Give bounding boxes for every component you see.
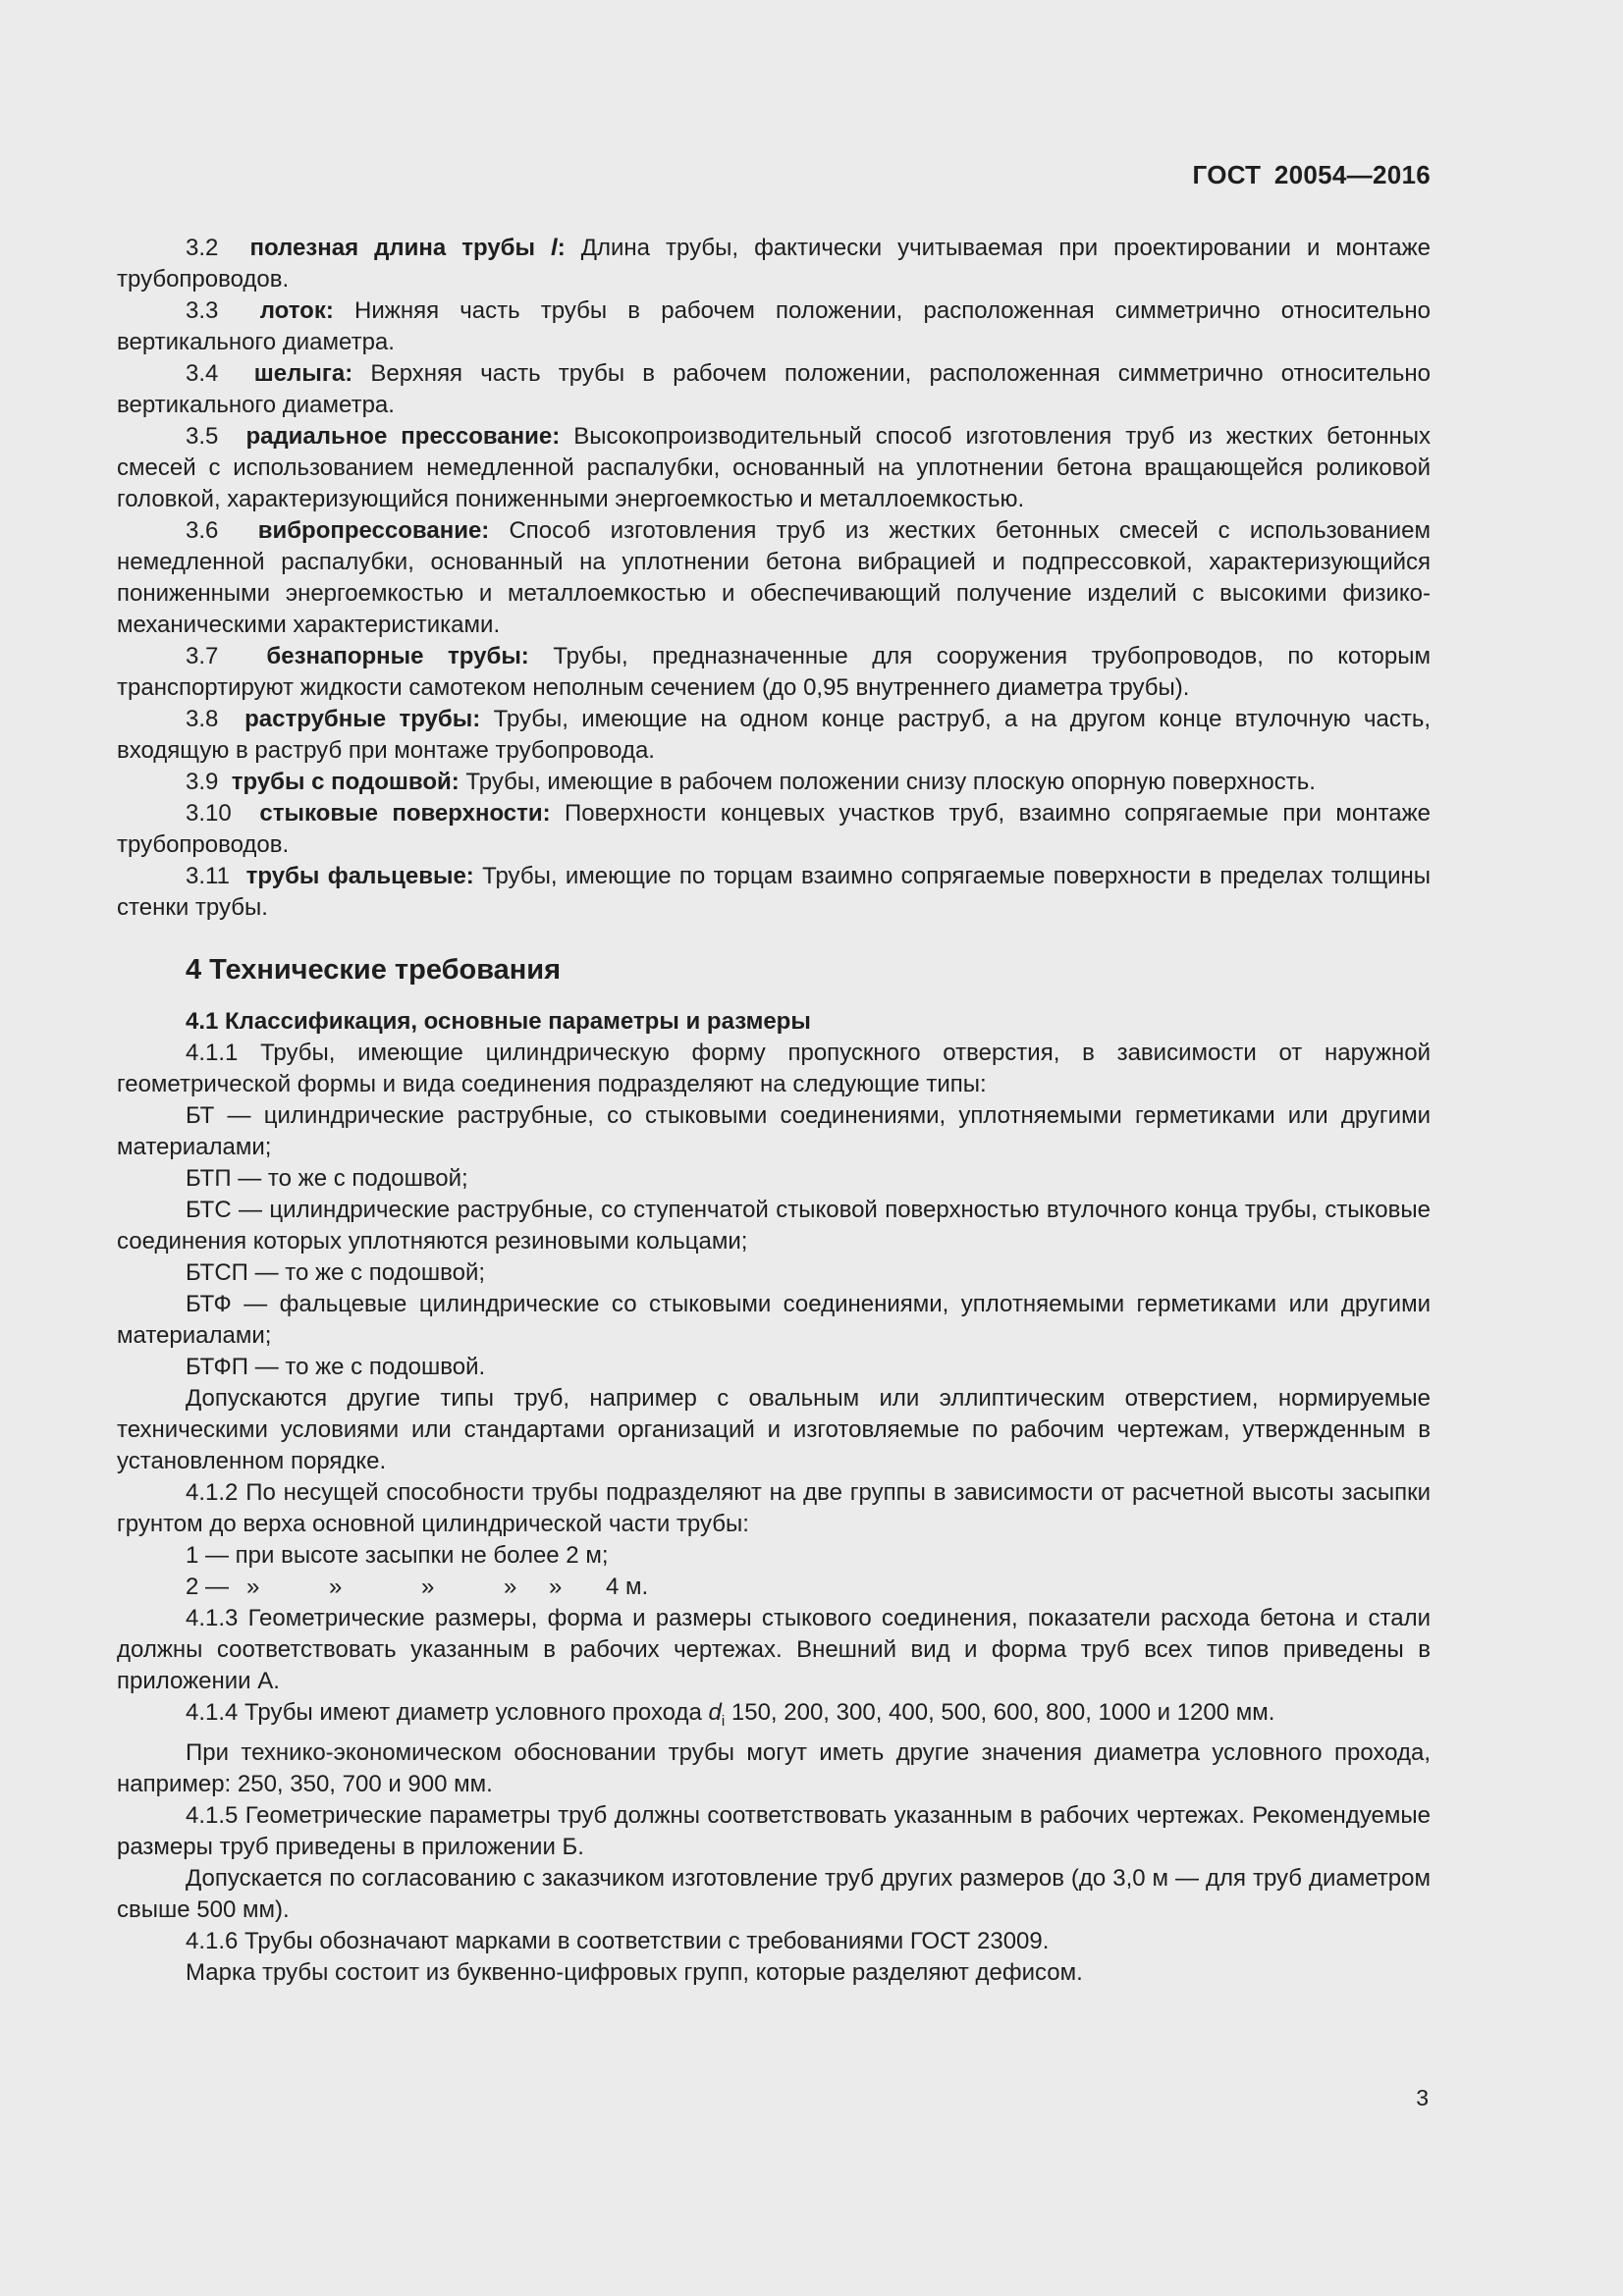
- definition-term: стыковые поверхности:: [259, 800, 551, 827]
- paragraph-4-1-4: 4.1.4 Трубы имеют диаметр условного прохода $d_i$ 150, 200, 300, 400, 500, 600, 800, 1000 и 1200 мм.: [186, 1699, 1275, 1730]
- definition-3-4: 3.4 шелыга: Верхняя часть трубы в рабочем положении, расположенная симметрично относительно вертикального диаметра.: [117, 360, 1431, 418]
- page-content: [117, 233, 1431, 1989]
- definition-3-3: 3.3 лоток: Нижняя часть трубы в рабочем положении, расположенная симметрично относительно вертикального диаметра.: [117, 297, 1431, 355]
- paragraph-4-1-6: 4.1.6 Трубы обозначают марками в соответствии с требованиями ГОСТ 23009.: [186, 1927, 1050, 1954]
- definition-3-9: 3.9 трубы с подошвой: Трубы, имеющие в рабочем положении снизу плоскую опорную поверхность.: [186, 769, 1316, 795]
- paragraph-4-1-5-note: Допускается по согласованию с заказчиком изготовление труб других размеров (до 3,0 м — для труб диаметром свыше 500 мм).: [117, 1864, 1431, 1923]
- load-group-2: 2 — » » » » » 4 м.: [186, 1574, 649, 1600]
- definition-3-11: 3.11 трубы фальцевые: Трубы, имеющие по торцам взаимно сопрягаемые поверхности в пределах толщины стенки трубы.: [117, 863, 1432, 921]
- paragraph-4-1-6-note: Марка трубы состоит из буквенно-цифровых групп, которые разделяют дефисом.: [186, 1958, 1083, 1986]
- pipe-type-btf: БТФ — фальцевые цилиндрические со стыковыми соединениями, уплотняемыми герметиками или другими материалами;: [117, 1291, 1431, 1349]
- definition-term: трубы фальцевые:: [245, 863, 474, 889]
- page-number: 3: [1416, 2085, 1429, 2110]
- paragraph-4-1-1: 4.1.1 Трубы, имеющие цилиндрическую форму пропускного отверстия, в зависимости от наружной геометрической формы и вида соединения подразделяют на следующие типы:: [117, 1040, 1431, 1097]
- definition-3-6: 3.6 вибропрессование: Способ изготовления труб из жестких бетонных смесей с использованием немедленной распалубки, основанный на уплотнении бетона вибрацией и подпрессовкой, характеризующийся пониженными энергоемкостью и металлоемкостью и обеспечивающий получение изделий с высокими физико-механическими характеристиками.: [117, 517, 1431, 638]
- pipe-type-bt: БТ — цилиндрические раструбные, со стыковыми соединениями, уплотняемыми герметиками или другими материалами;: [117, 1102, 1431, 1160]
- paragraph-4-1-4-note: При технико-экономическом обосновании трубы могут иметь другие значения диаметра условного прохода, например: 250, 350, 700 и 900 мм.: [117, 1738, 1431, 1797]
- definition-3-7: 3.7 безнапорные трубы: Трубы, предназначенные для сооружения трубопроводов, по которым транспортируют жидкости самотеком неполным сечением (до 0,95 внутреннего диаметра трубы).: [117, 643, 1432, 701]
- definition-3-8: 3.8 раструбные трубы: Трубы, имеющие на одном конце раструб, а на другом конце втулочную часть, входящую в раструб при монтаже трубопровода.: [117, 706, 1431, 764]
- pipe-type-btfp: БТФП — то же с подошвой.: [186, 1354, 486, 1380]
- definition-term: вибропрессование:: [257, 517, 490, 544]
- definition-term: лоток:: [259, 297, 334, 324]
- paragraph-4-1-2: 4.1.2 По несущей способности трубы подразделяют на две группы в зависимости от расчетной высоты засыпки грунтом до верха основной цилиндрической части трубы:: [117, 1479, 1431, 1537]
- definition-term: шелыга:: [253, 360, 353, 387]
- paragraph-other-types: Допускаются другие типы труб, например с овальным или эллиптическим отверстием, нормируемые техническими условиями или стандартами организаций и изготовляемые по рабочим чертежам, утвержденным в установленном порядке.: [117, 1385, 1431, 1474]
- section-heading: 4 Технические требования: [186, 954, 562, 986]
- definition-term: трубы с подошвой:: [231, 769, 460, 795]
- document-header: ГОСТ 20054—2016: [1192, 160, 1431, 189]
- definition-3-2: 3.2 полезная длина трубы l: Длина трубы, фактически учитываемая при проектировании и монтаже трубопроводов.: [117, 235, 1431, 293]
- definition-term: безнапорные трубы:: [266, 643, 529, 669]
- load-group-1: 1 — при высоте засыпки не более 2 м;: [186, 1542, 609, 1569]
- definition-3-10: 3.10 стыковые поверхности: Поверхности концевых участков труб, взаимно сопрягаемые при монтаже трубопроводов.: [117, 800, 1431, 858]
- paragraph-4-1-5: 4.1.5 Геометрические параметры труб должны соответствовать указанным в рабочих чертежах. Рекомендуемые размеры труб приведены в приложении Б.: [117, 1801, 1431, 1860]
- pipe-type-btp: БТП — то же с подошвой;: [186, 1165, 468, 1192]
- pipe-type-bts: БТС — цилиндрические раструбные, со ступенчатой стыковой поверхностью втулочного конца трубы, стыковые соединения которых уплотняются резиновыми кольцами;: [117, 1197, 1431, 1255]
- definition-term: радиальное прессование:: [245, 423, 561, 450]
- pipe-type-btsp: БТСП — то же с подошвой;: [186, 1259, 486, 1286]
- subsection-heading: 4.1 Классификация, основные параметры и размеры: [186, 1008, 811, 1035]
- paragraph-4-1-3: 4.1.3 Геометрические размеры, форма и размеры стыкового соединения, показатели расхода бетона и стали должны соответствовать указанным в рабочих чертежах. Внешний вид и форма труб всех типов приведены в приложении А.: [117, 1605, 1431, 1694]
- definition-term: полезная длина трубы l:: [249, 235, 566, 261]
- definition-term: раструбные трубы:: [244, 706, 481, 732]
- definition-3-5: 3.5 радиальное прессование: Высокопроизводительный способ изготовления труб из жестких бетонных смесей с использованием немедленной распалубки, основанный на уплотнении бетона вращающейся роликовой головкой, характеризующийся пониженными энергоемкостью и металлоемкостью.: [117, 423, 1432, 512]
